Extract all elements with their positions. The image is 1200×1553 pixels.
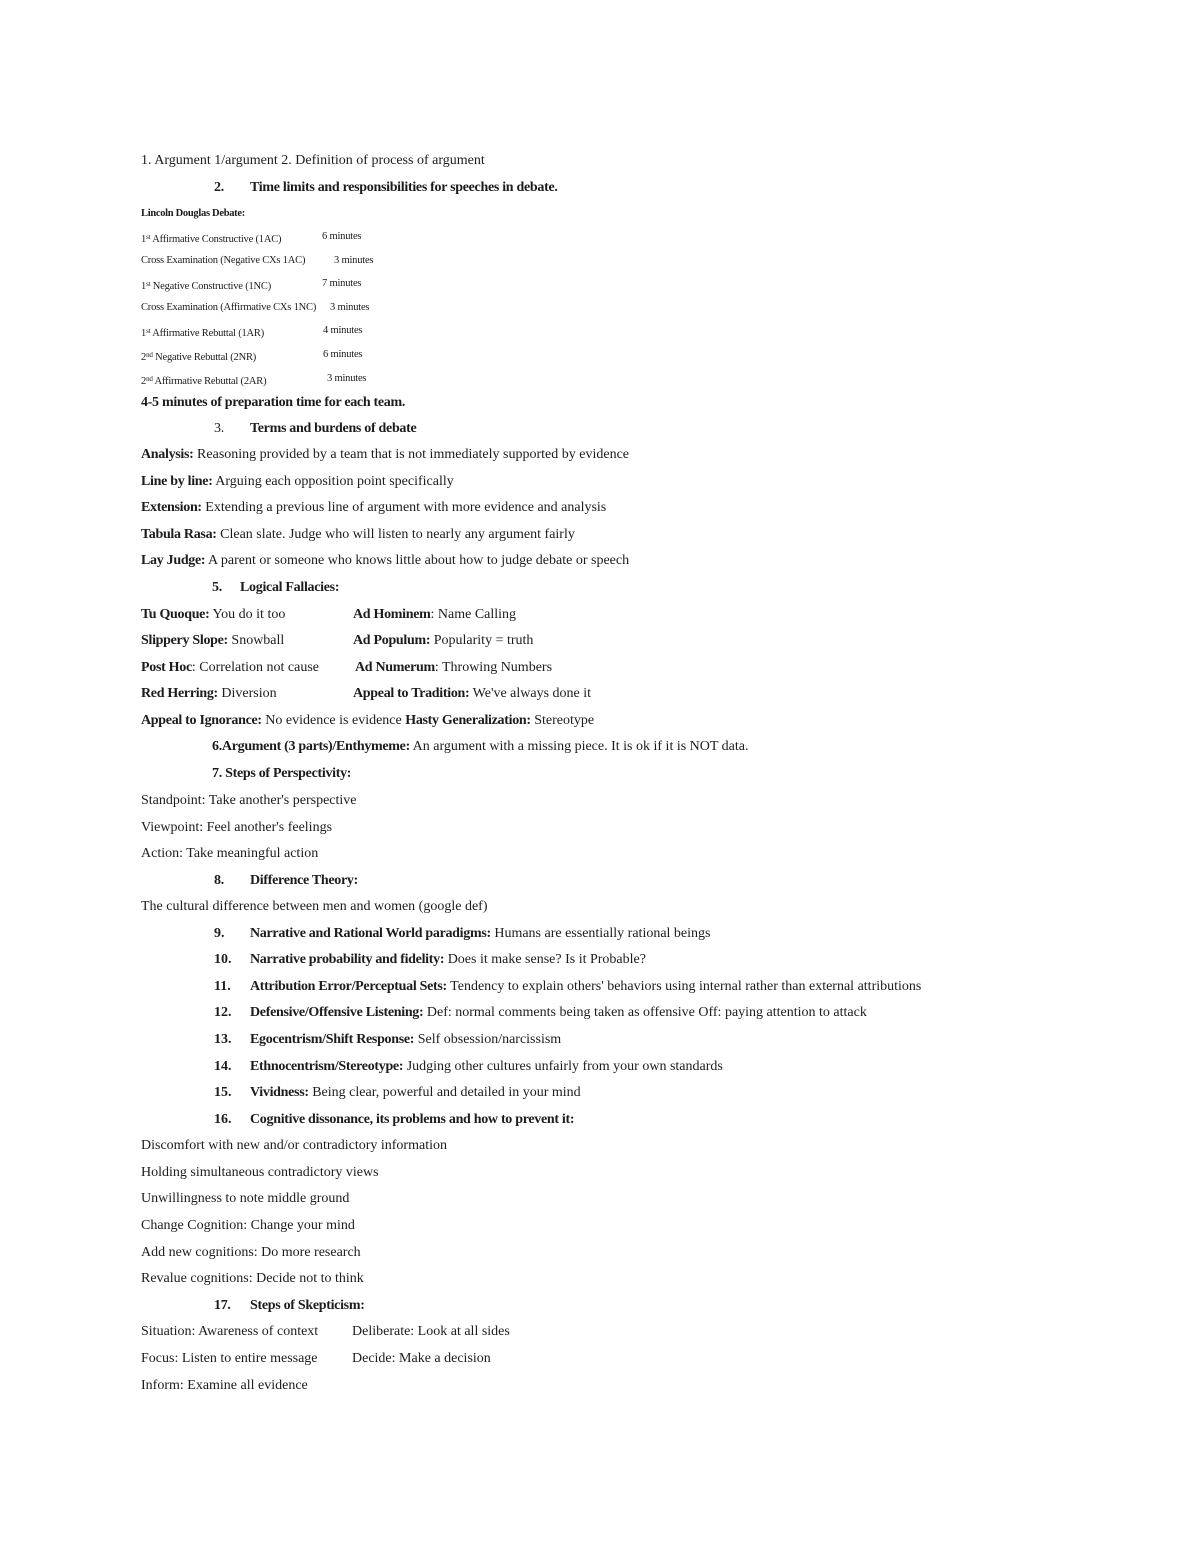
term-row <box>141 473 454 491</box>
item-number: 10. <box>214 952 232 967</box>
item-def: Tendency to explain others' behaviors using internal rather than external attributions <box>446 979 922 994</box>
item-term: Defensive/Offensive Listening: <box>250 1005 424 1020</box>
speech-row <box>141 252 374 270</box>
item-def: Judging other cultures unfairly from your own standards <box>403 1059 723 1074</box>
speech-label: Affirmative Rebuttal (1AR) <box>152 328 265 339</box>
speech-time: 3 minutes <box>330 302 370 313</box>
speech-label: Cross Examination (Affirmative CXs 1NC) <box>141 302 317 313</box>
fallacy-def: Snowball <box>227 633 285 648</box>
fallacy-term: Appeal to Ignorance: <box>141 713 262 728</box>
item-term: Vividness: <box>250 1085 309 1100</box>
item-number: 15. <box>214 1085 232 1100</box>
fallacy-def: : Throwing Numbers <box>434 660 553 675</box>
fallacy-term: Appeal to Tradition: <box>353 686 470 701</box>
speech-label: Affirmative Constructive (1AC) <box>152 234 282 245</box>
skepticism-step: Deliberate: Look at all sides <box>352 1324 510 1339</box>
section-title: Difference Theory: <box>250 873 358 888</box>
item-term: Ethnocentrism/Stereotype: <box>250 1059 404 1074</box>
fallacy-def: Popularity = truth <box>430 633 534 648</box>
speech-name <box>141 352 256 363</box>
term-def: Reasoning provided by a team that is not immediately supported by evidence <box>193 447 629 462</box>
speech-ordinal-suffix: st <box>146 233 151 241</box>
speech-time: 6 minutes <box>322 231 362 242</box>
speech-row <box>141 322 363 343</box>
item-term: Narrative and Rational World paradigms: <box>250 926 491 941</box>
speech-row <box>141 346 363 367</box>
item-def: Humans are essentially rational beings <box>490 926 711 941</box>
fallacy-row <box>141 712 594 730</box>
speech-name <box>141 376 266 387</box>
speech-ordinal: 1 <box>141 234 147 245</box>
speech-name <box>141 255 305 266</box>
item-number: 11. <box>214 979 231 994</box>
fallacy-term: Ad Populum: <box>353 633 431 648</box>
fallacy-col2 <box>353 685 591 703</box>
numbered-item <box>214 1084 581 1102</box>
numbered-item <box>214 978 921 996</box>
dissonance-item: Revalue cognitions: Decide not to think <box>141 1271 364 1286</box>
fallacy-term: Hasty Generalization: <box>405 713 531 728</box>
speech-ordinal: 2 <box>141 376 147 387</box>
term-name: Tabula Rasa: <box>141 527 217 542</box>
speech-ordinal-suffix: nd <box>146 351 153 359</box>
item-def: Being clear, powerful and detailed in your mind <box>308 1085 581 1100</box>
fallacy-def: Diversion <box>217 686 277 701</box>
section-number: 2. <box>214 180 224 195</box>
item-number: 12. <box>214 1005 232 1020</box>
fallacy-col2 <box>353 606 516 624</box>
speech-ordinal-suffix: st <box>146 280 151 288</box>
fallacy-term: Slippery Slope: <box>141 633 228 648</box>
speech-name <box>141 281 271 292</box>
section-2-heading <box>214 179 558 197</box>
term-row <box>141 446 629 464</box>
numbered-item <box>214 1004 867 1022</box>
fallacy-row <box>141 685 592 703</box>
fallacy-term: Red Herring: <box>141 686 218 701</box>
term-def: A parent or someone who knows little about how to judge debate or speech <box>205 553 630 568</box>
fallacy-row <box>141 659 553 677</box>
term-def: Clean slate. Judge who will listen to nearly any argument fairly <box>216 527 575 542</box>
skepticism-step: Inform: Examine all evidence <box>141 1378 308 1393</box>
section-title: Time limits and responsibilities for speeches in debate. <box>250 180 558 195</box>
speech-label: Negative Rebuttal (2NR) <box>155 352 257 363</box>
speech-row <box>141 228 362 249</box>
dissonance-item: Discomfort with new and/or contradictory information <box>141 1138 447 1153</box>
skepticism-row <box>141 1350 491 1368</box>
speech-time: 6 minutes <box>323 349 363 360</box>
speech-time: 4 minutes <box>323 325 363 336</box>
fallacy-def: : Correlation not cause <box>191 660 320 675</box>
speech-ordinal: 1 <box>141 328 147 339</box>
speech-time: 3 minutes <box>327 373 367 384</box>
numbered-item <box>214 1111 574 1129</box>
section-3-heading <box>214 420 416 438</box>
numbered-item <box>214 925 711 943</box>
term-row <box>141 552 629 570</box>
speech-name <box>141 328 264 339</box>
section-number: 8. <box>214 873 224 888</box>
speech-ordinal-suffix: st <box>146 327 151 335</box>
fallacy-def: No evidence is evidence <box>261 713 406 728</box>
header-line: 1. Argument 1/argument 2. Definition of process of argument <box>141 153 485 168</box>
dissonance-item: Holding simultaneous contradictory views <box>141 1165 379 1180</box>
section-7-heading: 7. Steps of Perspectivity: <box>212 766 352 781</box>
speech-row <box>141 299 370 317</box>
fallacy-def: You do it too <box>209 607 286 622</box>
item-number: 9. <box>214 926 225 941</box>
numbered-item <box>214 1058 723 1076</box>
speech-row <box>141 275 362 296</box>
term-name: Line by line: <box>141 474 213 489</box>
term-def: Arguing each opposition point specifically <box>212 474 454 489</box>
fallacy-term: Ad Hominem <box>353 607 431 622</box>
term-row <box>141 499 606 517</box>
speech-ordinal: 1 <box>141 281 147 292</box>
section-number: 17. <box>214 1298 231 1313</box>
fallacy-def: : Name Calling <box>430 607 517 622</box>
speech-label: Cross Examination (Negative CXs 1AC) <box>141 255 306 266</box>
section-title: 6.Argument (3 parts)/Enthymeme: <box>212 739 410 754</box>
item-number: 13. <box>214 1032 232 1047</box>
prep-time: 4-5 minutes of preparation time for each team. <box>141 395 406 410</box>
item-term: Narrative probability and fidelity: <box>250 952 445 967</box>
speech-label: Negative Constructive (1NC) <box>152 281 272 292</box>
perspectivity-item: Action: Take meaningful action <box>141 846 319 861</box>
term-def: Extending a previous line of argument with more evidence and analysis <box>201 500 607 515</box>
section-17-heading <box>214 1297 365 1315</box>
section-title: Logical Fallacies: <box>240 580 340 595</box>
speech-name <box>141 234 281 245</box>
fallacy-term: Ad Numerum <box>355 660 435 675</box>
section-number: 3. <box>214 421 224 436</box>
difference-def: The cultural difference between men and women (google def) <box>141 899 488 914</box>
skepticism-step: Situation: Awareness of context <box>141 1324 319 1339</box>
item-def: Does it make sense? Is it Probable? <box>444 952 646 967</box>
speech-ordinal: 2 <box>141 352 147 363</box>
skepticism-step: Decide: Make a decision <box>352 1351 491 1366</box>
term-name: Analysis: <box>141 447 194 462</box>
speech-name <box>141 302 316 313</box>
fallacy-def: Stereotype <box>530 713 595 728</box>
fallacy-row <box>141 632 534 650</box>
dissonance-item: Unwillingness to note middle ground <box>141 1191 350 1206</box>
fallacy-def: We've always done it <box>469 686 592 701</box>
numbered-item <box>214 1031 561 1049</box>
skepticism-step: Focus: Listen to entire message <box>141 1351 318 1366</box>
speech-ordinal-suffix: nd <box>146 375 153 383</box>
item-def: Self obsession/narcissism <box>414 1032 562 1047</box>
item-number: 14. <box>214 1059 232 1074</box>
dissonance-item: Add new cognitions: Do more research <box>141 1245 361 1260</box>
term-row <box>141 526 575 544</box>
fallacy-col2 <box>353 632 533 650</box>
speech-time: 7 minutes <box>322 278 362 289</box>
speech-label: Affirmative Rebuttal (2AR) <box>154 376 267 387</box>
skepticism-row <box>141 1377 308 1395</box>
speech-row <box>141 370 367 391</box>
section-6 <box>212 738 749 756</box>
fallacy-row <box>141 606 517 624</box>
perspectivity-item: Viewpoint: Feel another's feelings <box>141 820 333 835</box>
item-term: Attribution Error/Perceptual Sets: <box>250 979 447 994</box>
term-name: Extension: <box>141 500 202 515</box>
skepticism-row <box>141 1323 510 1341</box>
section-title: Terms and burdens of debate <box>250 421 417 436</box>
item-term: Egocentrism/Shift Response: <box>250 1032 415 1047</box>
speech-time: 3 minutes <box>334 255 374 266</box>
term-name: Lay Judge: <box>141 553 206 568</box>
section-title: Steps of Skepticism: <box>250 1298 365 1313</box>
section-5-heading <box>212 579 339 597</box>
fallacy-term: Post Hoc <box>141 660 192 675</box>
item-number: 16. <box>214 1112 232 1127</box>
dissonance-item: Change Cognition: Change your mind <box>141 1218 355 1233</box>
fallacy-term: Tu Quoque: <box>141 607 210 622</box>
perspectivity-item: Standpoint: Take another's perspective <box>141 793 357 808</box>
section-number: 5. <box>212 580 222 595</box>
fallacy-col2 <box>355 659 552 677</box>
numbered-item <box>214 951 646 969</box>
ld-title: Lincoln Douglas Debate: <box>141 208 245 219</box>
section-8-heading <box>214 872 358 890</box>
section-def: An argument with a missing piece. It is ok if it is NOT data. <box>409 739 749 754</box>
item-term: Cognitive dissonance, its problems and how to prevent it: <box>250 1112 575 1127</box>
item-def: Def: normal comments being taken as offensive Off: paying attention to attack <box>423 1005 867 1020</box>
